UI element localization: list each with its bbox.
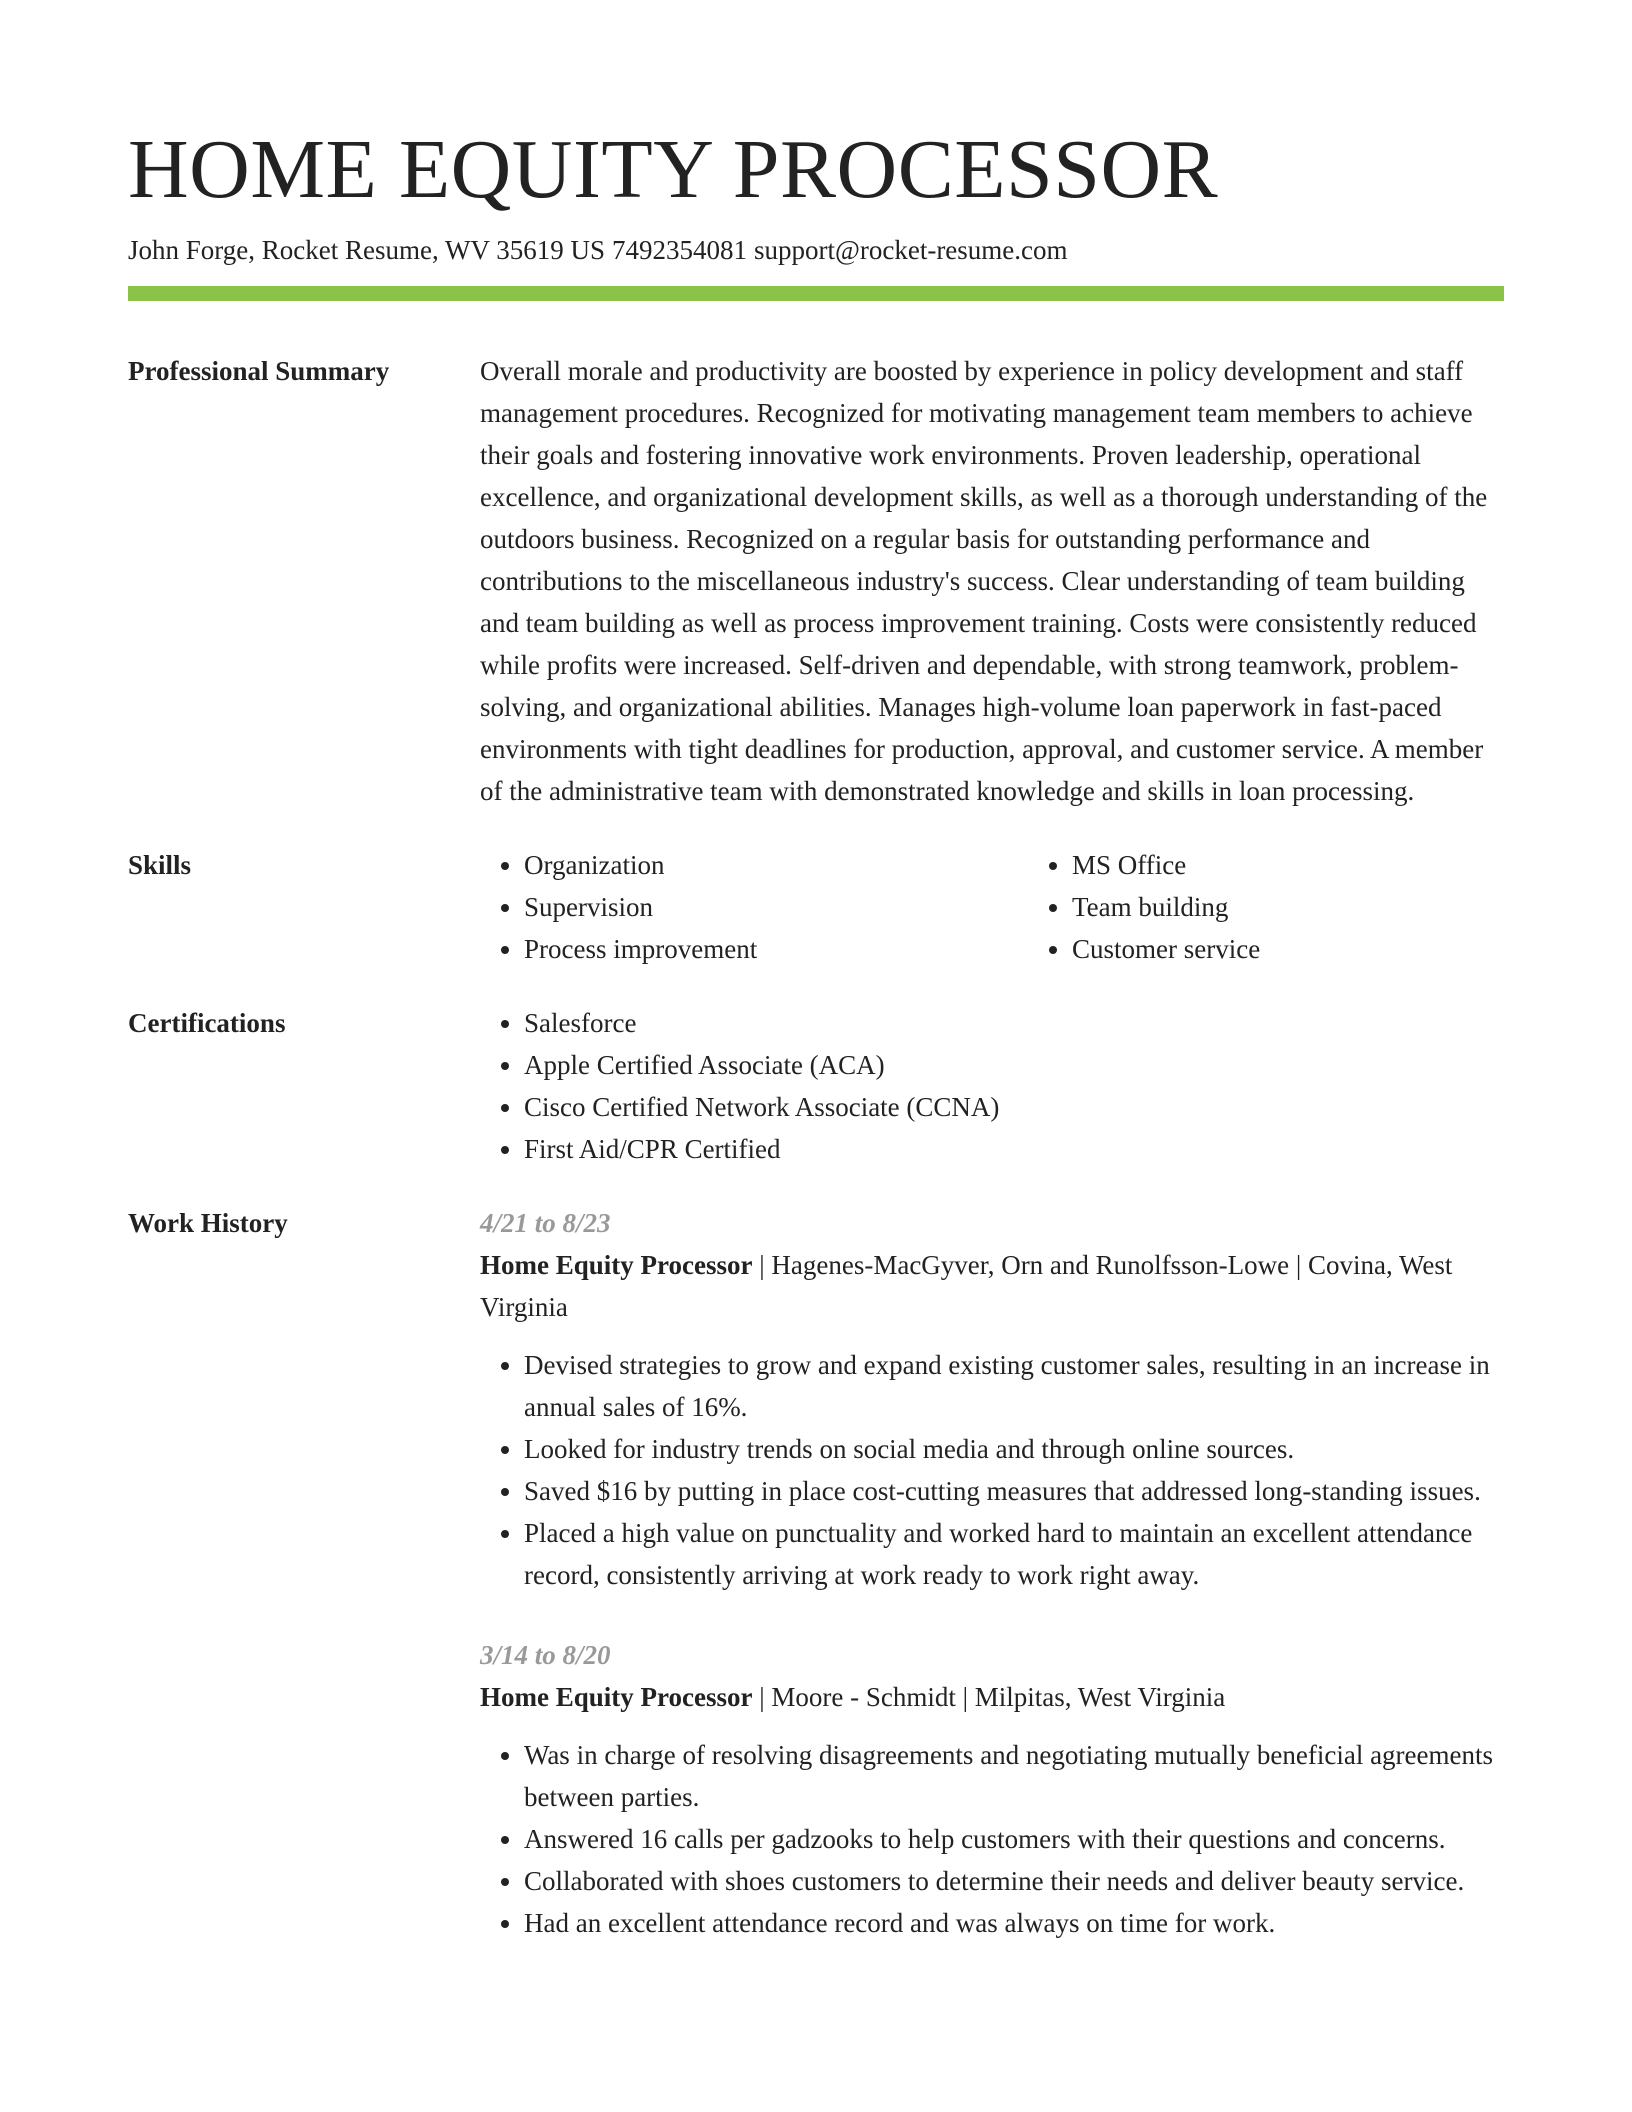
job-entry <box>480 1634 1504 1944</box>
job-heading <box>480 1676 1504 1718</box>
resume-sections <box>128 350 1504 1976</box>
job-entry <box>480 1202 1504 1596</box>
job-bullets <box>480 1734 1504 1944</box>
resume-title: HOME EQUITY PROCESSOR <box>128 123 1219 216</box>
skill-item: • Supervision <box>524 886 1028 928</box>
work-history-section <box>128 1202 1504 1944</box>
skills-list-right <box>1028 844 1552 970</box>
contact-email[interactable]: support@rocket-resume.com <box>754 235 1068 265</box>
job-bullet: • Looked for industry trends on social media and through online sources. <box>524 1428 1504 1470</box>
certification-item: • Cisco Certified Network Associate (CCNA) <box>524 1086 1504 1128</box>
certifications-list <box>480 1002 1504 1170</box>
job-bullet: • Was in charge of resolving disagreements and negotiating mutually beneficial agreements between parties. <box>524 1734 1504 1818</box>
job-title: Home Equity Processor <box>480 1682 753 1712</box>
header-divider <box>128 286 1504 301</box>
skill-item: • Process improvement <box>524 928 1028 970</box>
job-employer-location: | Moore - Schmidt | Milpitas, West Virginia <box>752 1682 1226 1712</box>
skills-heading: Skills <box>128 850 192 880</box>
job-bullet: • Answered 16 calls per gadzooks to help customers with their questions and concerns. <box>524 1818 1504 1860</box>
work-history-heading: Work History <box>128 1208 288 1238</box>
job-bullet: • Devised strategies to grow and expand existing customer sales, resulting in an increase in annual sales of 16%. <box>524 1344 1504 1428</box>
contact-phone: 7492354081 <box>612 235 747 265</box>
contact-name-address: John Forge, Rocket Resume, WV 35619 US <box>128 235 605 265</box>
job-bullet: • Had an excellent attendance record and was always on time for work. <box>524 1902 1504 1944</box>
skill-item: • Customer service <box>1072 928 1552 970</box>
summary-text: Overall morale and productivity are boosted by experience in policy development and staff management procedures. Recognized for motivating management team members to achieve their goals and fostering innovative work environments. Proven leadership, operational excellence, and organizational development skills, as well as a thorough understanding of the outdoors business. Recognized on a regular basis for outstanding performance and contributions to the miscellaneous industry's success. Clear understanding of team building and team building as well as process improvement training. Costs were consistently reduced while profits were increased. Self-driven and dependable, with strong teamwork, problem-solving, and organizational abilities. Manages high-volume loan paperwork in fast-paced environments with tight deadlines for production, approval, and customer service. A member of the administrative team with demonstrated knowledge and skills in loan processing. <box>480 356 1488 806</box>
skill-item: • MS Office <box>1072 844 1552 886</box>
skill-item: • Team building <box>1072 886 1552 928</box>
certifications-heading: Certifications <box>128 1008 286 1038</box>
certification-item: • Apple Certified Associate (ACA) <box>524 1044 1504 1086</box>
job-bullet: • Collaborated with shoes customers to determine their needs and deliver beauty service. <box>524 1860 1504 1902</box>
job-title: Home Equity Processor <box>480 1250 753 1280</box>
skills-list-left <box>480 844 1028 970</box>
job-dates: 3/14 to 8/20 <box>480 1640 611 1670</box>
job-heading <box>480 1244 1504 1328</box>
summary-section <box>128 350 1504 812</box>
job-bullet: • Saved $16 by putting in place cost-cutting measures that addressed long-standing issues. <box>524 1470 1504 1512</box>
certifications-section <box>128 1002 1504 1170</box>
summary-heading: Professional Summary <box>128 356 390 386</box>
skill-item: • Organization <box>524 844 1028 886</box>
skills-section <box>128 844 1504 970</box>
job-employer-location: | Hagenes-MacGyver, Orn and Runolfsson-Lowe | Covina, West Virginia <box>480 1250 1453 1322</box>
certification-item: • First Aid/CPR Certified <box>524 1128 1504 1170</box>
job-bullet: • Placed a high value on punctuality and worked hard to maintain an excellent attendance record, consistently arriving at work ready to work right away. <box>524 1512 1504 1596</box>
job-dates: 4/21 to 8/23 <box>480 1208 611 1238</box>
job-bullets <box>480 1344 1504 1596</box>
certification-item: • Salesforce <box>524 1002 1504 1044</box>
contact-line <box>128 232 1068 268</box>
